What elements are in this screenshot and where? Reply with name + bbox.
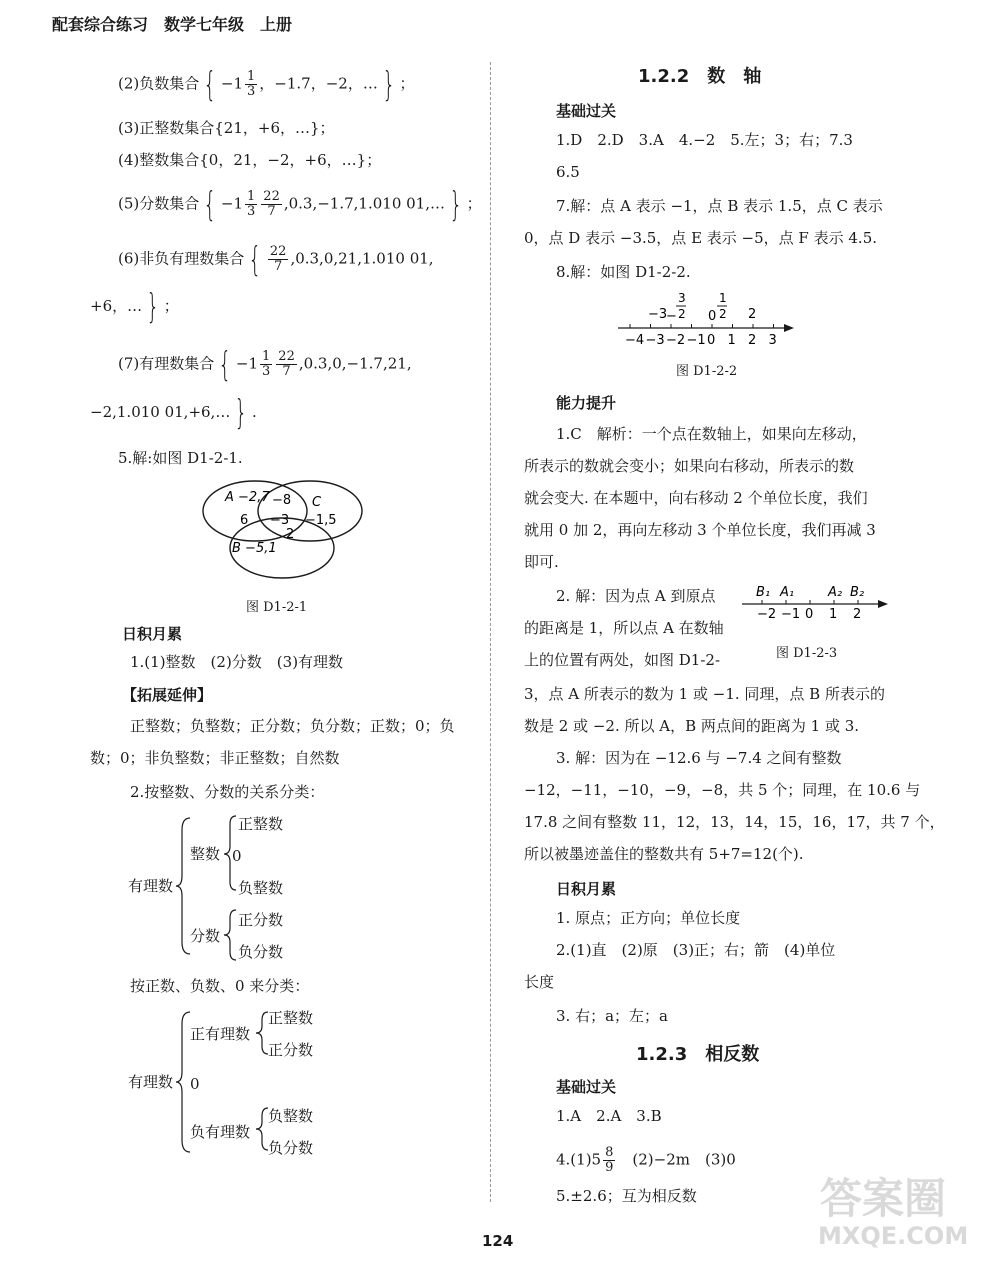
tick-label: −4	[625, 333, 645, 348]
section-heading: 基础过关	[556, 102, 617, 120]
tree-node: 负整数	[268, 1107, 314, 1125]
section-heading: 基础过关	[556, 1078, 617, 1096]
answer-line: 正整数；负整数；正分数；负分数；正数；0；负	[130, 717, 455, 735]
answer-line: 长度	[524, 973, 555, 991]
tree-node: 0	[190, 1075, 200, 1093]
page-number: 124	[482, 1232, 514, 1250]
arrow-icon	[878, 600, 888, 608]
tree-node: 正整数	[238, 815, 284, 833]
section-heading: 能力提升	[556, 394, 617, 412]
answer-line: (2)负数集合 { −1 $\frac{1}{3}$ ，−1.7，−2，… } ；	[118, 64, 415, 105]
answer-line: 数是 2 或 −2. 所以 A，B 两点间的距离为 1 或 3.	[524, 717, 860, 735]
tree-node: 整数	[190, 845, 221, 863]
answer-line: 4.(1)5 $\frac{8}{9}$ (2)−2m (3)0	[556, 1145, 736, 1175]
tree-node: 负整数	[238, 879, 284, 897]
answer-line: 的距离是 1，所以点 A 在数轴	[524, 619, 724, 637]
tick-label: −2	[757, 607, 777, 622]
tick-label: 1	[727, 333, 736, 348]
answer-line: 2.按整数、分数的关系分类：	[130, 783, 325, 801]
answer-line: 1. 原点；正方向；单位长度	[556, 909, 741, 927]
tree-node: 负分数	[268, 1139, 314, 1157]
answer-line: 就用 0 加 2，再向左移动 3 个单位长度，我们再减 3	[524, 521, 876, 539]
section-title: 1.2.2 数 轴	[638, 66, 762, 87]
point-label: B₁	[756, 585, 771, 600]
answer-line: 所以被墨迹盖住的整数共有 5+7=12(个).	[524, 845, 804, 863]
tree-node: 有理数	[128, 1073, 174, 1091]
venn-label-a: A −2,7	[225, 490, 270, 505]
answer-line: 17.8 之间有整数 11，12，13，14，15，16，17，共 7 个，	[524, 813, 945, 831]
answer-line: 即可.	[524, 553, 559, 571]
answer-line: 所表示的数就会变小；如果向右移动，所表示的数	[524, 457, 855, 475]
answer-line: +6，… } ；	[90, 287, 179, 327]
section-title: 1.2.3 相反数	[636, 1044, 760, 1065]
answer-line: (6)非负有理数集合 { $\frac{22}{7}$ ,0.3,0,21,1.010 01,	[118, 239, 434, 280]
answer-line: (3)正整数集合{21，+6，…}；	[118, 119, 335, 137]
venn-value: 2	[286, 527, 295, 542]
running-header: 配套综合练习 数学七年级 上册	[52, 15, 293, 34]
figure-caption: 图 D1-2-1	[246, 600, 308, 615]
point-label: 0	[708, 309, 717, 324]
answer-line: 上的位置有两处，如图 D1-2-	[524, 651, 721, 669]
point-label: B₂	[850, 585, 865, 600]
answer-line: (4)整数集合{0，21，−2，+6，…}；	[118, 151, 382, 169]
answer-line: 0，点 D 表示 −3.5，点 E 表示 −5，点 F 表示 4.5.	[524, 229, 877, 247]
number-line-d1-2-2	[612, 288, 802, 350]
tree-node: 0	[232, 847, 242, 865]
tick-label: 3	[768, 333, 777, 348]
answer-line: 1.A 2.A 3.B	[556, 1107, 662, 1125]
answer-line: 2. 解：因为点 A 到原点	[556, 587, 716, 605]
point-label: −	[666, 309, 677, 324]
answer-line: (7)有理数集合 { −1 $\frac{1}{3}$ $\frac{22}{7}$ ,0.3,0,−1.7,21,	[118, 344, 412, 385]
section-heading: 日积月累	[122, 625, 183, 643]
tree-node: 负有理数	[190, 1123, 251, 1141]
answer-line: 数；0；非负整数；非正整数；自然数	[90, 749, 340, 767]
tick-label: −1	[781, 607, 801, 622]
answer-line: 5.解:如图 D1-2-1.	[118, 449, 243, 467]
answer-line: 3，点 A 所表示的数为 1 或 −1. 同理，点 B 所表示的	[524, 685, 885, 703]
answer-line: 就会变大. 在本题中，向右移动 2 个单位长度，我们	[524, 489, 868, 507]
venn-value: −8	[272, 493, 292, 508]
point-label: −3	[648, 307, 668, 322]
tree-node: 正分数	[238, 911, 284, 929]
figure-caption: 图 D1-2-2	[676, 364, 738, 379]
answer-line: −12，−11，−10，−9，−8，共 5 个；同理，在 10.6 与	[524, 781, 921, 799]
venn-label-b: B −5,1	[232, 541, 277, 556]
point-label: 2	[748, 307, 757, 322]
column-divider	[490, 62, 491, 1202]
answer-line: (5)分数集合 { −1 $\frac{1}{3}$ $\frac{22}{7}$ ,0.3,−1.7,1.010 01,… } ；	[118, 184, 482, 225]
venn-label-c: C	[312, 495, 322, 510]
venn-circle-c	[258, 481, 362, 541]
tick-label: 0	[805, 607, 814, 622]
point-label: 3	[678, 291, 686, 305]
answer-line: 7.解：点 A 表示 −1，点 B 表示 1.5，点 C 表示	[556, 197, 883, 215]
tree-node: 正整数	[268, 1009, 314, 1027]
tree-node: 负分数	[238, 943, 284, 961]
answer-line: 1.(1)整数 (2)分数 (3)有理数	[130, 653, 344, 671]
tree-node: 正有理数	[190, 1025, 251, 1043]
venn-diagram	[200, 476, 380, 586]
venn-value: −3	[270, 513, 290, 528]
point-label: 2	[719, 307, 727, 321]
point-label: 2	[678, 307, 686, 321]
tree-node: 正分数	[268, 1041, 314, 1059]
point-label: 1	[719, 291, 727, 305]
watermark-url: MXQE.COM	[818, 1222, 969, 1250]
answer-line: 1.D 2.D 3.A 4.−2 5.左；3；右；7.3	[556, 131, 853, 149]
tree-node: 分数	[190, 927, 221, 945]
answer-line: 3. 解：因为在 −12.6 与 −7.4 之间有整数	[556, 749, 842, 767]
tick-label: 2	[748, 333, 757, 348]
section-heading: 日积月累	[556, 880, 617, 898]
tick-label: −1	[686, 333, 706, 348]
tick-label: 1	[829, 607, 838, 622]
answer-line: 3. 右；a；左；a	[556, 1007, 668, 1025]
watermark-logo: 答案圈	[820, 1174, 947, 1223]
answer-line: 按正数、负数、0 来分类：	[130, 977, 310, 995]
answer-line: 1.C 解析：一个点在数轴上，如果向左移动，	[556, 425, 867, 443]
number-line-d1-2-3	[740, 580, 892, 622]
tick-label: 2	[853, 607, 862, 622]
answer-line: −2,1.010 01,+6,… } .	[90, 393, 257, 433]
tick-label: 0	[707, 333, 716, 348]
answer-line: 2.(1)直 (2)原 (3)正；右；箭 (4)单位	[556, 941, 836, 959]
venn-value: 6	[240, 513, 249, 528]
point-label: A₂	[828, 585, 843, 600]
venn-value: −1,5	[305, 513, 337, 528]
tick-label: −2	[666, 333, 686, 348]
arrow-icon	[784, 324, 794, 332]
answer-line: 5.±2.6；互为相反数	[556, 1187, 697, 1205]
section-heading: 【拓展延伸】	[122, 686, 213, 704]
answer-line: 8.解：如图 D1-2-2.	[556, 263, 691, 281]
figure-caption: 图 D1-2-3	[776, 646, 838, 661]
tick-label: −3	[645, 333, 665, 348]
point-label: A₁	[780, 585, 795, 600]
tree-node: 有理数	[128, 877, 174, 895]
answer-line: 6.5	[556, 163, 580, 181]
